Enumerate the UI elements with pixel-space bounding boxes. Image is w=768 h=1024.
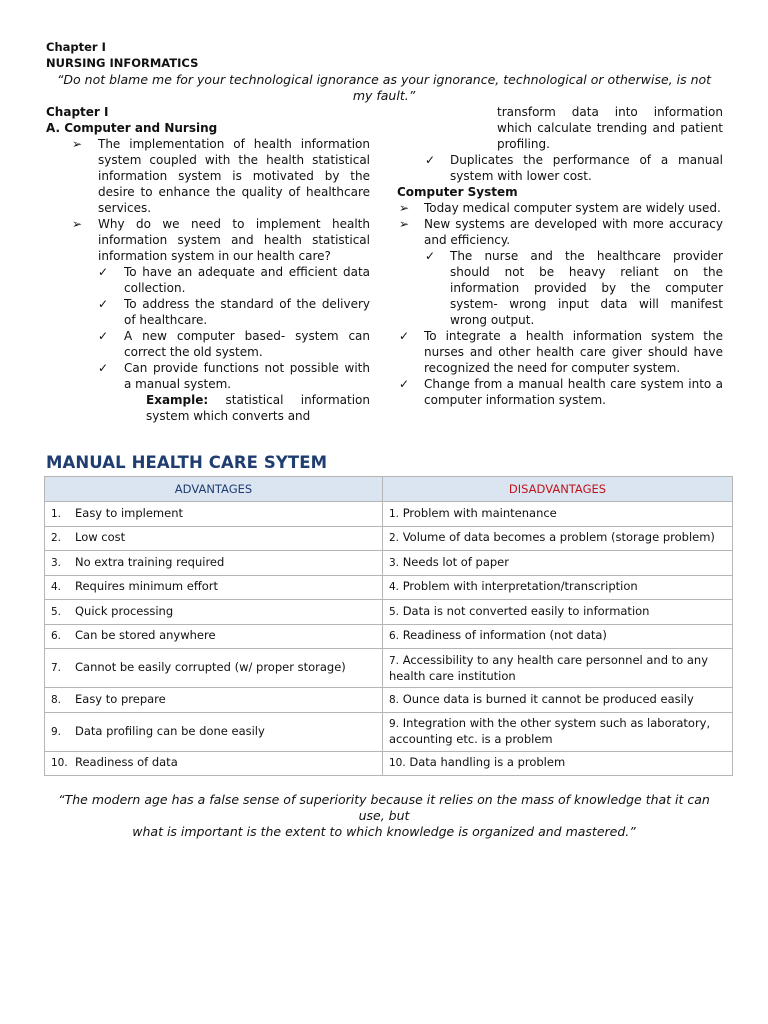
disadvantage-text: Volume of data becomes a problem (storage problem): [402, 530, 715, 545]
row-number: 2.: [389, 532, 400, 545]
advantage-text: Can be stored anywhere: [75, 628, 216, 643]
check-bullet-item: [46, 328, 370, 360]
advantage-cell: [45, 649, 383, 688]
computer-system-heading: Computer System: [397, 185, 518, 199]
left-column: [46, 104, 370, 424]
table-row: [45, 649, 733, 688]
advantage-text: Data profiling can be done easily: [75, 723, 265, 738]
subject-heading: NURSING INFORMATICS: [46, 56, 199, 70]
bullet-text: Duplicates the performance of a manual system with lower cost.: [450, 153, 723, 183]
disadvantage-text: Accessibility to any health care personnel and to any health care institution: [389, 652, 709, 683]
disadvantage-cell: [383, 526, 733, 551]
table-row: [45, 624, 733, 649]
opening-quote: “Do not blame me for your technological ignorance as your ignorance, technological or otherwise, is not my fault.”: [56, 72, 712, 103]
row-number: 3.: [51, 556, 62, 569]
arrow-bullet-item: [397, 200, 723, 216]
disadvantage-text: Needs lot of paper: [402, 554, 509, 569]
advantage-text: No extra training required: [75, 554, 225, 569]
advantage-text: Readiness of data: [75, 755, 178, 770]
row-number: 8.: [51, 693, 62, 706]
table-row: [45, 751, 733, 776]
checkmark-icon: ✓: [425, 153, 436, 167]
advantage-cell: [45, 751, 383, 776]
check-bullet-item: [46, 264, 370, 296]
advantage-cell: [45, 712, 383, 751]
disadvantage-text: Data is not converted easily to information: [402, 603, 650, 618]
advantage-text: Quick processing: [75, 603, 174, 618]
advantage-text: Low cost: [75, 530, 126, 545]
table-row: [45, 551, 733, 576]
row-number: 8.: [389, 693, 400, 706]
table-row: [45, 688, 733, 713]
row-number: 6.: [51, 630, 62, 643]
check-bullet-item: [397, 152, 723, 184]
check-bullet-item: [397, 248, 723, 328]
bullet-text: Why do we need to implement health information system and health statistical information system in our health care?: [98, 217, 370, 263]
disadvantage-text: Integration with the other system such as laboratory, accounting etc. is a problem: [389, 716, 711, 746]
check-bullet-item: [397, 328, 723, 376]
disadvantage-text: Data handling is a problem: [409, 755, 566, 770]
advantage-cell: [45, 688, 383, 713]
row-number: 6.: [389, 630, 400, 643]
row-number: 9.: [389, 718, 400, 730]
row-number: 4.: [389, 581, 400, 594]
bullet-text: To have an adequate and efficient data collection.: [124, 265, 370, 295]
row-number: 7.: [389, 654, 400, 667]
disadvantage-cell: [383, 502, 733, 527]
table-header-row: [45, 477, 733, 502]
arrow-bullet-item: [46, 136, 370, 216]
arrow-bullet-icon: ➢: [72, 137, 83, 151]
check-bullet-item: [46, 296, 370, 328]
disadvantage-cell: [383, 649, 733, 688]
advantage-cell: [45, 502, 383, 527]
advantage-text: Cannot be easily corrupted (w/ proper storage): [75, 660, 346, 674]
disadvantage-text: Problem with maintenance: [402, 505, 557, 520]
arrow-bullet-item: [397, 216, 723, 248]
row-number: 5.: [389, 605, 400, 618]
arrow-bullet-icon: ➢: [399, 217, 410, 231]
advantage-cell: [45, 551, 383, 576]
checkmark-icon: ✓: [399, 329, 410, 343]
disadvantage-cell: [383, 575, 733, 600]
row-number: 4.: [51, 581, 62, 594]
row-number: 3.: [389, 556, 400, 569]
row-number: 10.: [51, 757, 68, 770]
advantage-cell: [45, 575, 383, 600]
bullet-text: The implementation of health information system coupled with the health statistical information system is motivated by the desire to enhance the quality of healthcare services.: [98, 137, 370, 215]
checkmark-icon: ✓: [98, 361, 109, 375]
bullet-text: The nurse and the healthcare provider should not be heavy reliant on the information provided by the computer system- wrong input data will manifest wrong output.: [450, 249, 723, 327]
disadvantages-header: DISADVANTAGES: [383, 477, 733, 502]
row-number: 2.: [51, 532, 62, 545]
arrow-bullet-icon: ➢: [72, 217, 83, 231]
advantage-cell: [45, 526, 383, 551]
checkmark-icon: ✓: [98, 329, 109, 343]
disadvantage-cell: [383, 600, 733, 625]
table-row: [45, 502, 733, 527]
table-body: [45, 502, 733, 776]
advantages-disadvantages-table: [44, 476, 733, 776]
row-number: 9.: [51, 725, 62, 738]
arrow-bullet-icon: ➢: [399, 201, 410, 215]
disadvantage-text: Problem with interpretation/transcription: [402, 579, 638, 594]
advantage-cell: [45, 624, 383, 649]
disadvantage-cell: [383, 688, 733, 713]
advantage-text: Easy to implement: [75, 505, 184, 520]
row-number: 1.: [389, 507, 400, 520]
check-bullet-item: [46, 360, 370, 392]
check-bullet-item: [397, 376, 723, 408]
disadvantage-text: Ounce data is burned it cannot be produced easily: [402, 691, 694, 706]
left-chapter-heading: Chapter I: [46, 105, 109, 119]
advantage-text: Requires minimum effort: [75, 579, 219, 594]
closing-quote-line2: what is important is the extent to which knowledge is organized and mastered.”: [132, 824, 636, 839]
section-heading-computer-nursing: A. Computer and Nursing: [46, 121, 218, 135]
checkmark-icon: ✓: [98, 265, 109, 279]
advantages-header: ADVANTAGES: [45, 477, 383, 502]
closing-quote-line1: “The modern age has a false sense of superiority because it relies on the mass of knowledge that it can use, but: [58, 792, 710, 823]
advantage-text: Easy to prepare: [75, 691, 166, 706]
row-number: 1.: [51, 507, 62, 520]
table-row: [45, 526, 733, 551]
bullet-text: Today medical computer system are widely used.: [424, 201, 721, 215]
checkmark-icon: ✓: [399, 377, 410, 391]
bullet-text: To address the standard of the delivery of healthcare.: [124, 297, 370, 327]
bullet-text: Change from a manual health care system into a computer information system.: [424, 377, 723, 407]
bullet-text: To integrate a health information system the nurses and other health care giver should have recognized the need for computer system.: [424, 329, 723, 375]
chapter-heading: Chapter I: [46, 40, 106, 54]
table-row: [45, 712, 733, 751]
disadvantage-cell: [383, 751, 733, 776]
closing-quote: [46, 792, 722, 840]
disadvantage-cell: [383, 551, 733, 576]
checkmark-icon: ✓: [425, 249, 436, 263]
checkmark-icon: ✓: [98, 297, 109, 311]
advantage-cell: [45, 600, 383, 625]
table-row: [45, 600, 733, 625]
disadvantage-cell: [383, 712, 733, 751]
right-column: [397, 104, 723, 408]
manual-health-care-title: MANUAL HEALTH CARE SYTEM: [46, 453, 328, 472]
continued-example-text: transform data into information which calculate trending and patient profiling.: [497, 105, 723, 151]
bullet-text: New systems are developed with more accuracy and efficiency.: [424, 217, 723, 247]
row-number: 10.: [389, 757, 406, 770]
example-text: statistical information system which converts and: [146, 393, 370, 423]
example-paragraph: [46, 392, 370, 424]
row-number: 5.: [51, 605, 62, 618]
example-label: Example:: [146, 393, 209, 407]
disadvantage-text: Readiness of information (not data): [402, 628, 607, 643]
bullet-text: A new computer based- system can correct the old system.: [124, 329, 370, 359]
bullet-text: Can provide functions not possible with a manual system.: [124, 361, 370, 391]
disadvantage-cell: [383, 624, 733, 649]
arrow-bullet-item: [46, 216, 370, 264]
table-row: [45, 575, 733, 600]
row-number: 7.: [51, 662, 62, 674]
